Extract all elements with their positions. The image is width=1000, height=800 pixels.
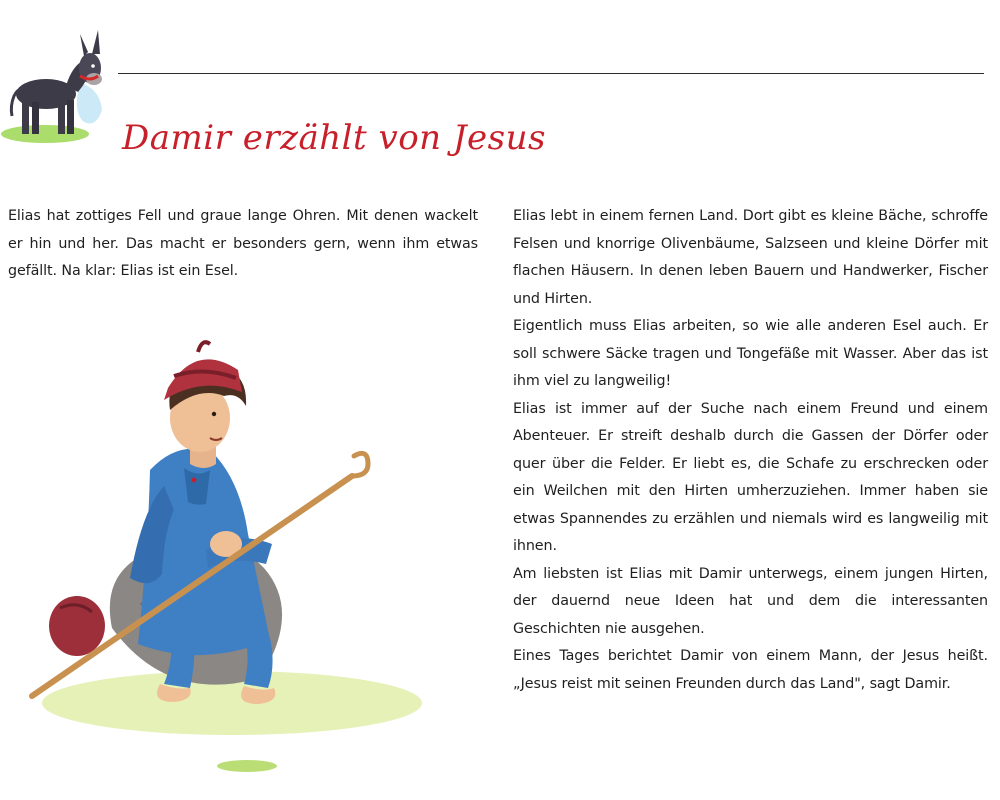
left-paragraph: Elias hat zottiges Fell und graue lange Ohren. Mit denen wackelt er hin und her. Das macht er besonders gern, wenn ihm etwas gefällt. Na klar: Elias ist ein Esel. <box>8 208 478 279</box>
right-paragraph: Elias lebt in einem fernen Land. Dort gibt es kleine Bäche, schroffe Felsen und knorrige Olivenbäume, Salzseen und kleine Dörfer mit flachen Häusern. In denen leben Bauern und Handwerker, Fischer und Hirten. <box>513 208 988 307</box>
right-paragraph: Eigentlich muss Elias arbeiten, so wie alle anderen Esel auch. Er soll schwere Säcke tragen und Tongefäße mit Wasser. Aber das ist ihm viel zu langweilig! <box>513 318 988 389</box>
right-paragraph: Eines Tages berichtet Damir von einem Mann, der Jesus heißt. „Jesus reist mit seinen Freunden durch das Land", sagt Damir. <box>513 648 988 692</box>
right-text-column <box>513 203 988 698</box>
donkey-illustration <box>0 22 118 147</box>
page-title: Damir erzählt von Jesus <box>122 118 546 158</box>
shepherd-boy-illustration <box>22 318 422 778</box>
right-paragraph: Elias ist immer auf der Suche nach einem Freund und einem Abenteuer. Er streift deshalb durch die Gassen der Dörfer oder quer über die Felder. Er liebt es, die Schafe zu erschrecken oder ein Weilchen mit den Hirten umherzuziehen. Immer haben sie etwas Spannendes zu erzählen und niemals wird es langweilig mit ihnen. <box>513 400 988 554</box>
left-text-column <box>8 203 478 286</box>
right-paragraph: Am liebsten ist Elias mit Damir unterwegs, einem jungen Hirten, der dauernd neue Ideen hat und dem die interessanten Geschichten nie ausgehen. <box>513 565 988 637</box>
header-rule <box>118 73 984 74</box>
